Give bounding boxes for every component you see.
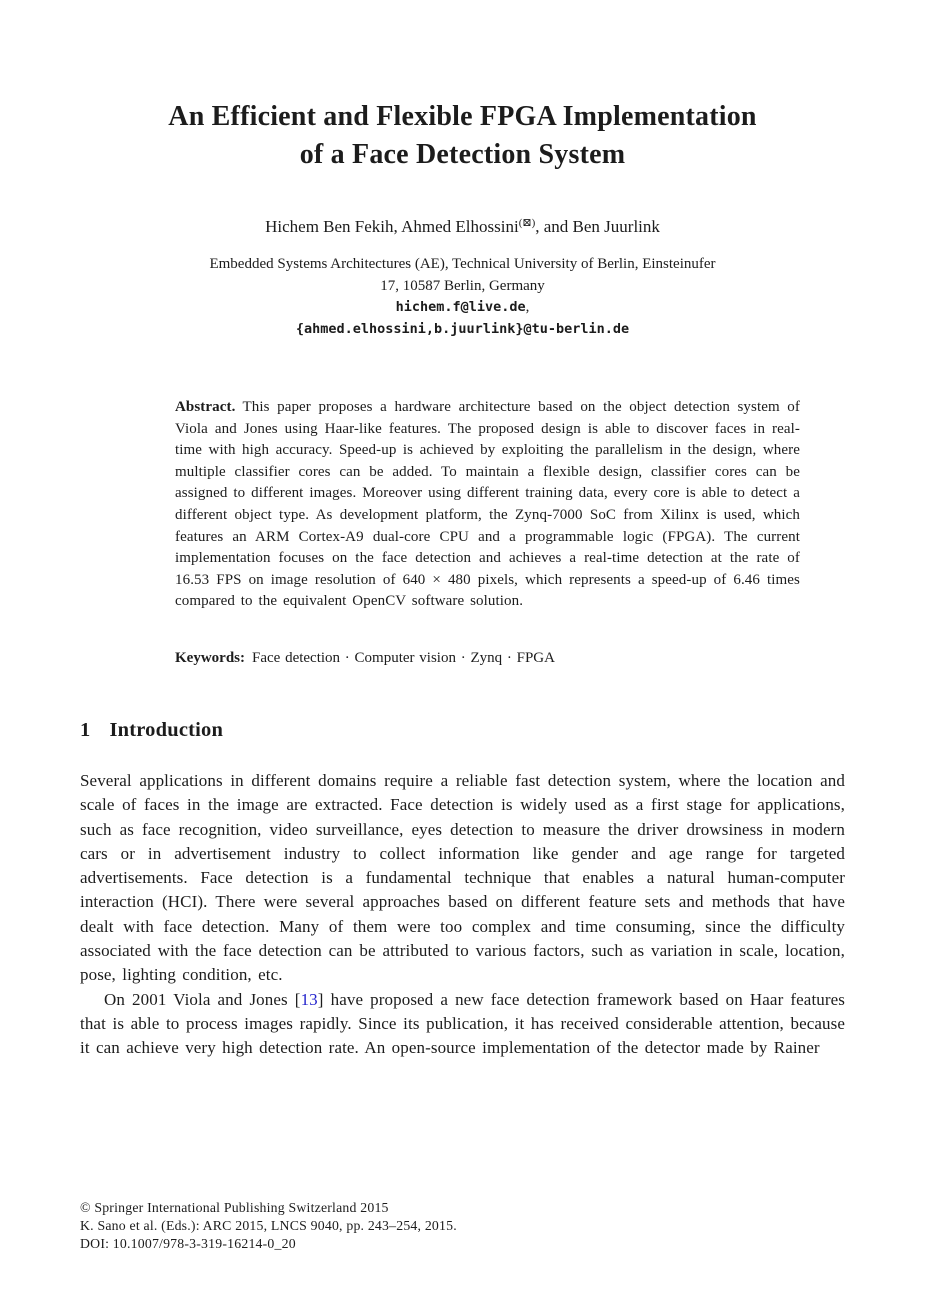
page-footer	[80, 1199, 457, 1252]
keywords-label: Keywords:	[175, 649, 245, 666]
paper-title-line-1: An Efficient and Flexible FPGA Implementation	[168, 101, 757, 132]
keywords-text: Face detection · Computer vision · Zynq · FPGA	[252, 649, 555, 666]
authors-line	[80, 216, 845, 237]
affiliation-line-1: Embedded Systems Architectures (AE), Technical University of Berlin, Einsteinufer	[209, 256, 716, 272]
section-title: Introduction	[109, 718, 224, 741]
email-separator: ,	[525, 299, 530, 315]
email-line-2	[80, 319, 845, 341]
intro-paragraph-2-pre: On 2001 Viola and Jones [	[104, 989, 301, 1009]
footer-editors: K. Sano et al. (Eds.): ARC 2015, LNCS 9040, pp. 243–254, 2015.	[80, 1217, 457, 1233]
intro-paragraph-2-post: ] have proposed a new face detection framework based on Haar features that is able to process images rapidly. Since its publication, it has received considerable attention, because it can achieve very high detection rate. An open-source implementation of the detector made by Rainer	[80, 989, 845, 1058]
paper-title	[80, 98, 845, 174]
citation-link-13[interactable]: 13	[300, 989, 318, 1009]
page-content	[0, 98, 926, 1061]
footer-copyright: © Springer International Publishing Switzerland 2015	[80, 1200, 389, 1215]
intro-paragraph-2	[80, 988, 845, 1061]
keywords-block	[175, 650, 800, 667]
abstract-label: Abstract.	[175, 399, 236, 415]
footer-doi: DOI: 10.1007/978-3-319-16214-0_20	[80, 1235, 296, 1251]
email-line-1	[80, 297, 845, 319]
affiliation-line-2: 17, 10587 Berlin, Germany	[380, 277, 545, 294]
email-address-1: hichem.f@live.de	[395, 299, 526, 315]
email-address-2: {ahmed.elhossini,b.juurlink}@tu-berlin.de	[295, 320, 630, 337]
corresponding-author-envelope-icon: (⊠)	[518, 217, 536, 229]
affiliation-block	[80, 254, 845, 340]
intro-paragraph-1: Several applications in different domains require a reliable fast detection system, where the location and scale of faces in the image are extracted. Face detection is widely used as a first stage for applications, such as face recognition, video surveillance, eyes detection to measure the driver drowsiness in modern cars or in advertisement industry to collect information like gender and age range for targeted advertisements. Face detection is a fundamental technique that enables a natural human-computer interaction (HCI). There were several approaches based on different feature sets and methods that have dealt with face detection. Many of them were too complex and time consuming, since the difficulty associated with the face detection can be attributed to various factors, such as variation in scale, location, pose, lighting condition, etc.	[80, 770, 845, 985]
abstract-text: This paper proposes a hardware architecture based on the object detection system of Viola and Jones using Haar-like features. The proposed design is able to discover faces in real-time with high accuracy. Speed-up is achieved by exploiting the parallelism in the design, where multiple classifier cores can be added. To maintain a flexible design, classifier cores can be assigned to different images. Moreover using different training data, every core is able to detect a different object type. As development platform, the Zynq-7000 SoC from Xilinx is used, which features an ARM Cortex-A9 dual-core CPU and a programmable logic (FPGA). The current implementation focuses on the face detection and achieves a real-time detection at the rate of 16.53 FPS on image resolution of 640 × 480 pixels, which represents a speed-up of 6.46 times compared to the equivalent OpenCV software solution.	[175, 399, 800, 610]
abstract-block	[175, 397, 800, 613]
authors-names-before: Hichem Ben Fekih, Ahmed Elhossini	[265, 217, 519, 236]
section-number: 1	[80, 718, 91, 741]
paper-title-line-2: of a Face Detection System	[299, 139, 626, 170]
section-1-heading	[80, 719, 845, 742]
authors-names-after: , and Ben Juurlink	[535, 217, 660, 236]
